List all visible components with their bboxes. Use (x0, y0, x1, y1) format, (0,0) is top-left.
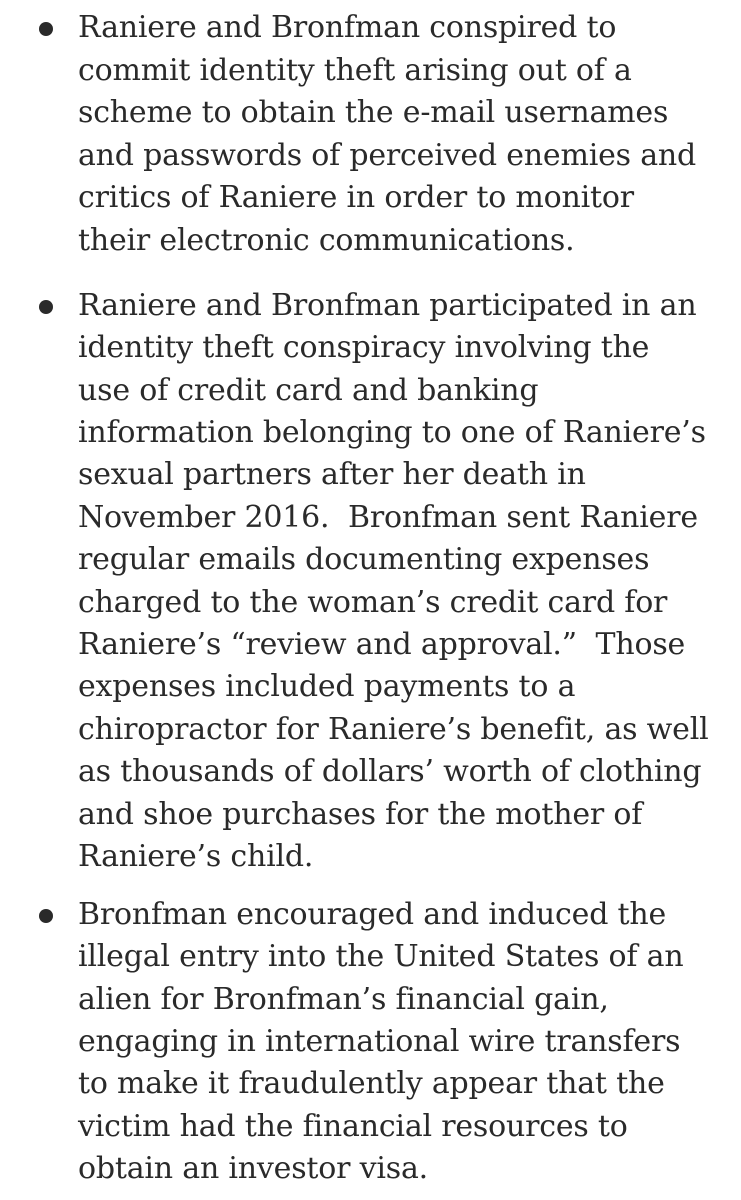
text-line: chiropractor for Raniere’s benefit, as well (78, 712, 709, 747)
text-line: victim had the financial resources to (78, 1109, 628, 1144)
text-line: sexual partners after her death in (78, 457, 586, 492)
bullet-icon (39, 22, 53, 36)
text-line: and shoe purchases for the mother of (78, 797, 643, 832)
text-line: information belonging to one of Raniere’s (78, 415, 706, 450)
text-line: and passwords of perceived enemies and (78, 138, 697, 173)
text-line: alien for Bronfman’s financial gain, (78, 982, 609, 1017)
text-line: November 2016. Bronfman sent Raniere (78, 500, 698, 535)
text-line: identity theft conspiracy involving the (78, 330, 650, 365)
text-line: critics of Raniere in order to monitor (78, 180, 634, 215)
text-line: illegal entry into the United States of an (78, 939, 684, 974)
text-line: Raniere and Bronfman conspired to (78, 10, 617, 45)
text-line: charged to the woman’s credit card for (78, 585, 668, 620)
text-line: scheme to obtain the e-mail usernames (78, 95, 669, 130)
text-line: expenses included payments to a (78, 669, 576, 704)
text-line: Raniere’s “review and approval.” Those (78, 627, 686, 662)
text-line: Raniere’s child. (78, 839, 314, 874)
bullet-icon (39, 300, 53, 314)
text-line: obtain an investor visa. (78, 1151, 428, 1186)
bullet-icon (39, 909, 53, 923)
text-line: Bronfman encouraged and induced the (78, 897, 667, 932)
text-line: Raniere and Bronfman participated in an (78, 288, 697, 323)
text-line: use of credit card and banking (78, 373, 539, 408)
text-line: their electronic communications. (78, 223, 575, 258)
text-line: commit identity theft arising out of a (78, 53, 632, 88)
text-line: regular emails documenting expenses (78, 542, 650, 577)
text-line: as thousands of dollars’ worth of clothing (78, 754, 702, 789)
text-line: to make it fraudulently appear that the (78, 1066, 665, 1101)
text-line: engaging in international wire transfers (78, 1024, 681, 1059)
